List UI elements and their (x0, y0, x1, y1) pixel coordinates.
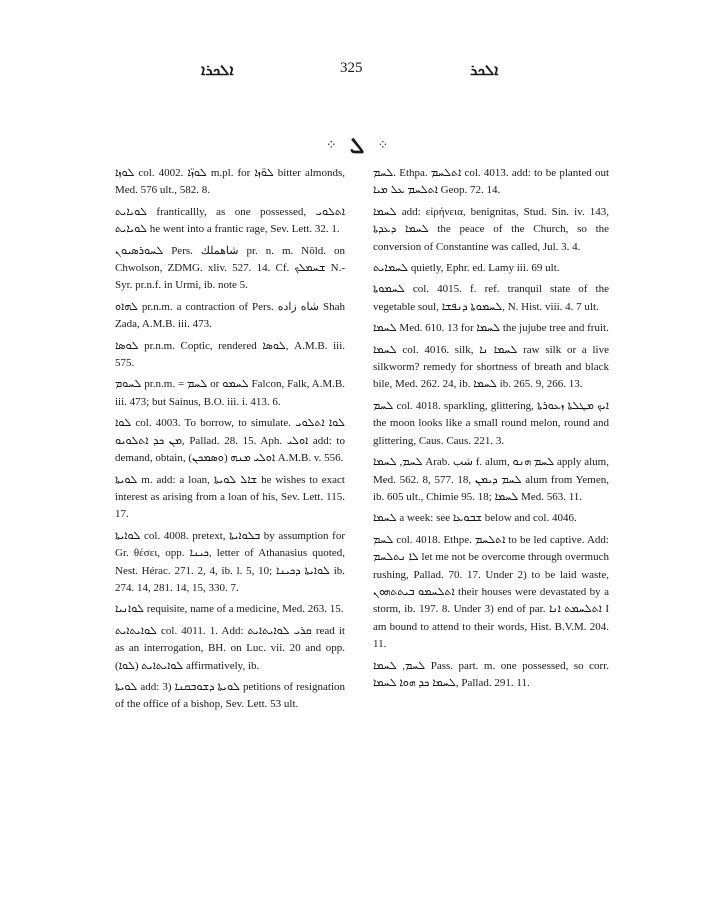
dictionary-entry: ܠܚܡ col. 4018. sparkling, glittering, ܐܝܟ ܡܛܠܬܐ ܙܥܘܪܬܐ the moon looks like a small round melon, round and glittering, Caus. Caus. 221. 3. (373, 399, 609, 447)
dictionary-entry: ܠܚܡܐ col. 4016. silk, ܠܚܡܐ ܢܐ raw silk or a live silkworm? remedy for shortness of breath and black bile, Med. 262. 24, ib. ܠܚܡܐ ib. 265. 9, 266. 13. (373, 343, 609, 391)
right-column (373, 165, 609, 696)
dictionary-entry: ܠܘܙܐ col. 4002. ܠܘܙ̈ܐ m.pl. for ܠܘ̈ܙܐ bitter almonds, Med. 576 ult., 582. 8. (115, 167, 345, 197)
dictionary-entry: ܠܚܡ, ܠܚܡܐ Pass. part. m. one possessed, so corr. ܠܚܡܐ ܟܕ ܗܘܐ ܠܚܡܐ, Pallad. 291. 11. (373, 659, 610, 689)
dictionary-entry: ܠܘܐܢܝܐ requisite, name of a medicine, Med. 263. 15. (115, 603, 344, 616)
dictionary-entry: ܠܘܣܐ pr.n.m. Coptic, rendered ܠܘܣܐ, A.M.B. iii. 575. (115, 339, 345, 370)
dictionary-entry: ܠܚܡܘܬܐ col. 4015. f. ref. tranquil state of the vegetable soul, ܠܚܡܘܬܐ ܕܢܦܫܐ, N. Hist. viii. 4. 7 ult. (373, 283, 609, 313)
dictionary-entry: ܠܚܡ, ܠܚܡܐ Arab. شب f. alum, ܠܚܡ ܗܢܘ apply alum, Med. 562. 8, 577. 18, ܠܚܡ ܕܝܡܢ alum from Yemen, ib. 605 ult., Chimie 95. 18; ܠܚܡܐ Med. 563. 11. (373, 456, 609, 503)
dictionary-entry: ܠܘܝܬܐ m. add: a loan, ܫܐܠ ܠܘܝܬܐ he wishes to exact interest as arising from a loan of his, Sev. Lett. 115. 17. (115, 473, 345, 521)
dictionary-entry: ܠܘܐ col. 4003. To borrow, to simulate. ܠܘܐ ܐܬܠܘܝ ܡܢ ܟܕ ܐܬܠܘܝܘ, Pallad. 28. 15. Aph. ܐܘܠܝ add: to demand, obtain, ܐܘܠܝ ܡܢܗ (ܘܣܡܟܢ) A.M.B. v. 556. (115, 417, 346, 465)
running-head-left: ܐܠܟܪܐ (201, 63, 234, 79)
dictionary-entry: ܠܚܘܪܣܝܘܢ Pers. شاهملك pr. n. m. Nöld. on Chwolson, ZDMG. xliv. 527. 14. Cf. ܫܚܡܠܟ N.-Syr. pr.n.f. in Urmi, ib. note 5. (115, 244, 345, 292)
dictionary-entry: ܠܚܡܐ a week: see ܫܒܘܥܐ below and col. 4046. (373, 512, 577, 525)
section-letter: ܠ (349, 133, 365, 158)
left-column (115, 165, 345, 718)
dictionary-entry: ܠܚܡܐܝܬ quietly, Ephr. ed. Lamy iii. 69 ult. (373, 262, 560, 275)
dictionary-entry: ܠܚܡܐ add: εἰρήνεια, benignitas, Stud. Sin. iv. 143, ܠܚܡܐ ܕܥܕܬܐ the peace of the Church, so the conversion of Constantine was called, Jul. 3. 4. (373, 205, 610, 253)
ornament-right: ⁘ (377, 136, 389, 152)
dictionary-entry: ܠܘܝܐܝܬ franticallly, as one possessed, ܐܬܠܘܝ ܠܘܝܐܝܬ he went into a frantic rage, Sev. Lett. 32. 1. (115, 205, 345, 236)
dictionary-entry: ܠܘܐܝܬܐ col. 4008. pretext, ܒܠܘܐܝܬܐ by assumption for Gr. θέσει, opp. ܟܝܢܐ, letter of Athanasius quoted, Nest. Hérac. 271. 2, 4, ib. l. 5, 10; ܠܘܐܝܬܐ ܕܟܝܢܐ ib. 274. 14, 281. 14, 15, 330. 7. (115, 529, 345, 594)
dictionary-entry: ܠܘܐܝܬܐܝܬ col. 4011. 1. Add: ܩܪܝ ܠܘܐܝܬܐܝܬ read it as an interrogation, BH. on Luc. vii. 20 and opp. (ܠܘܐ) ܠܘܐܝܬܐܝܬ affirmatively, ib. (115, 624, 345, 672)
dictionary-entry: ܠܚܡܐ Med. 610. 13 for ܠܚܡܐ the jujube tree and fruit. (373, 322, 609, 335)
page-number: 325 (340, 60, 363, 76)
dictionary-entry: ܠܗܐܘ pr.n.m. a contraction of Pers. شاه زاده Shah Zada, A.M.B. iii. 473. (115, 300, 345, 331)
ornament-left: ⁘ (325, 136, 337, 152)
dictionary-entry: ܠܚܡ. Ethpa. ܐܬܠܚܡ col. 4013. add: to be planted out ܐܬܠܚܡ ܥܠ ܡܝܐ Geop. 72. 14. (373, 167, 609, 197)
dictionary-entry: ܠܚܡ col. 4018. Ethpe. ܐܬܠܚܡ to be led captive. Add: ܠܐ ܢܬܠܚܡ let me not be overcome through overmuch rushing, Pallad. 70. 17. Under 2) to be laid waste, ܐܬܠܚܡܘ ܒܝܬܬܗܘܢ their houses were devastated by a storm, ib. 197. 8. Under 3) end of par. ܐܬܠܚܡܬ ܐܢܐ I am bound to attend to their words, Hist. B.V.M. 204. 11. (373, 533, 609, 651)
dictionary-entry: ܠܘܝܬܐ add: 3) ܠܘܝܬܐ ܕܫܘܒܩܢܐ petitions of resignation of the office of a bishop, Sev. Lett. 53 ult. (115, 680, 345, 711)
dictionary-entry: ܠܚܘܡ pr.n.m. = ܠܚܡ or ܠܚܡܘ Falcon, Falk, A.M.B. iii. 473; but Sainus, B.O. iii. i. 413. 6. (115, 378, 345, 408)
running-head-right: ܐܠܟܪ (470, 63, 499, 79)
section-heading (0, 133, 714, 159)
page-header (0, 60, 714, 84)
